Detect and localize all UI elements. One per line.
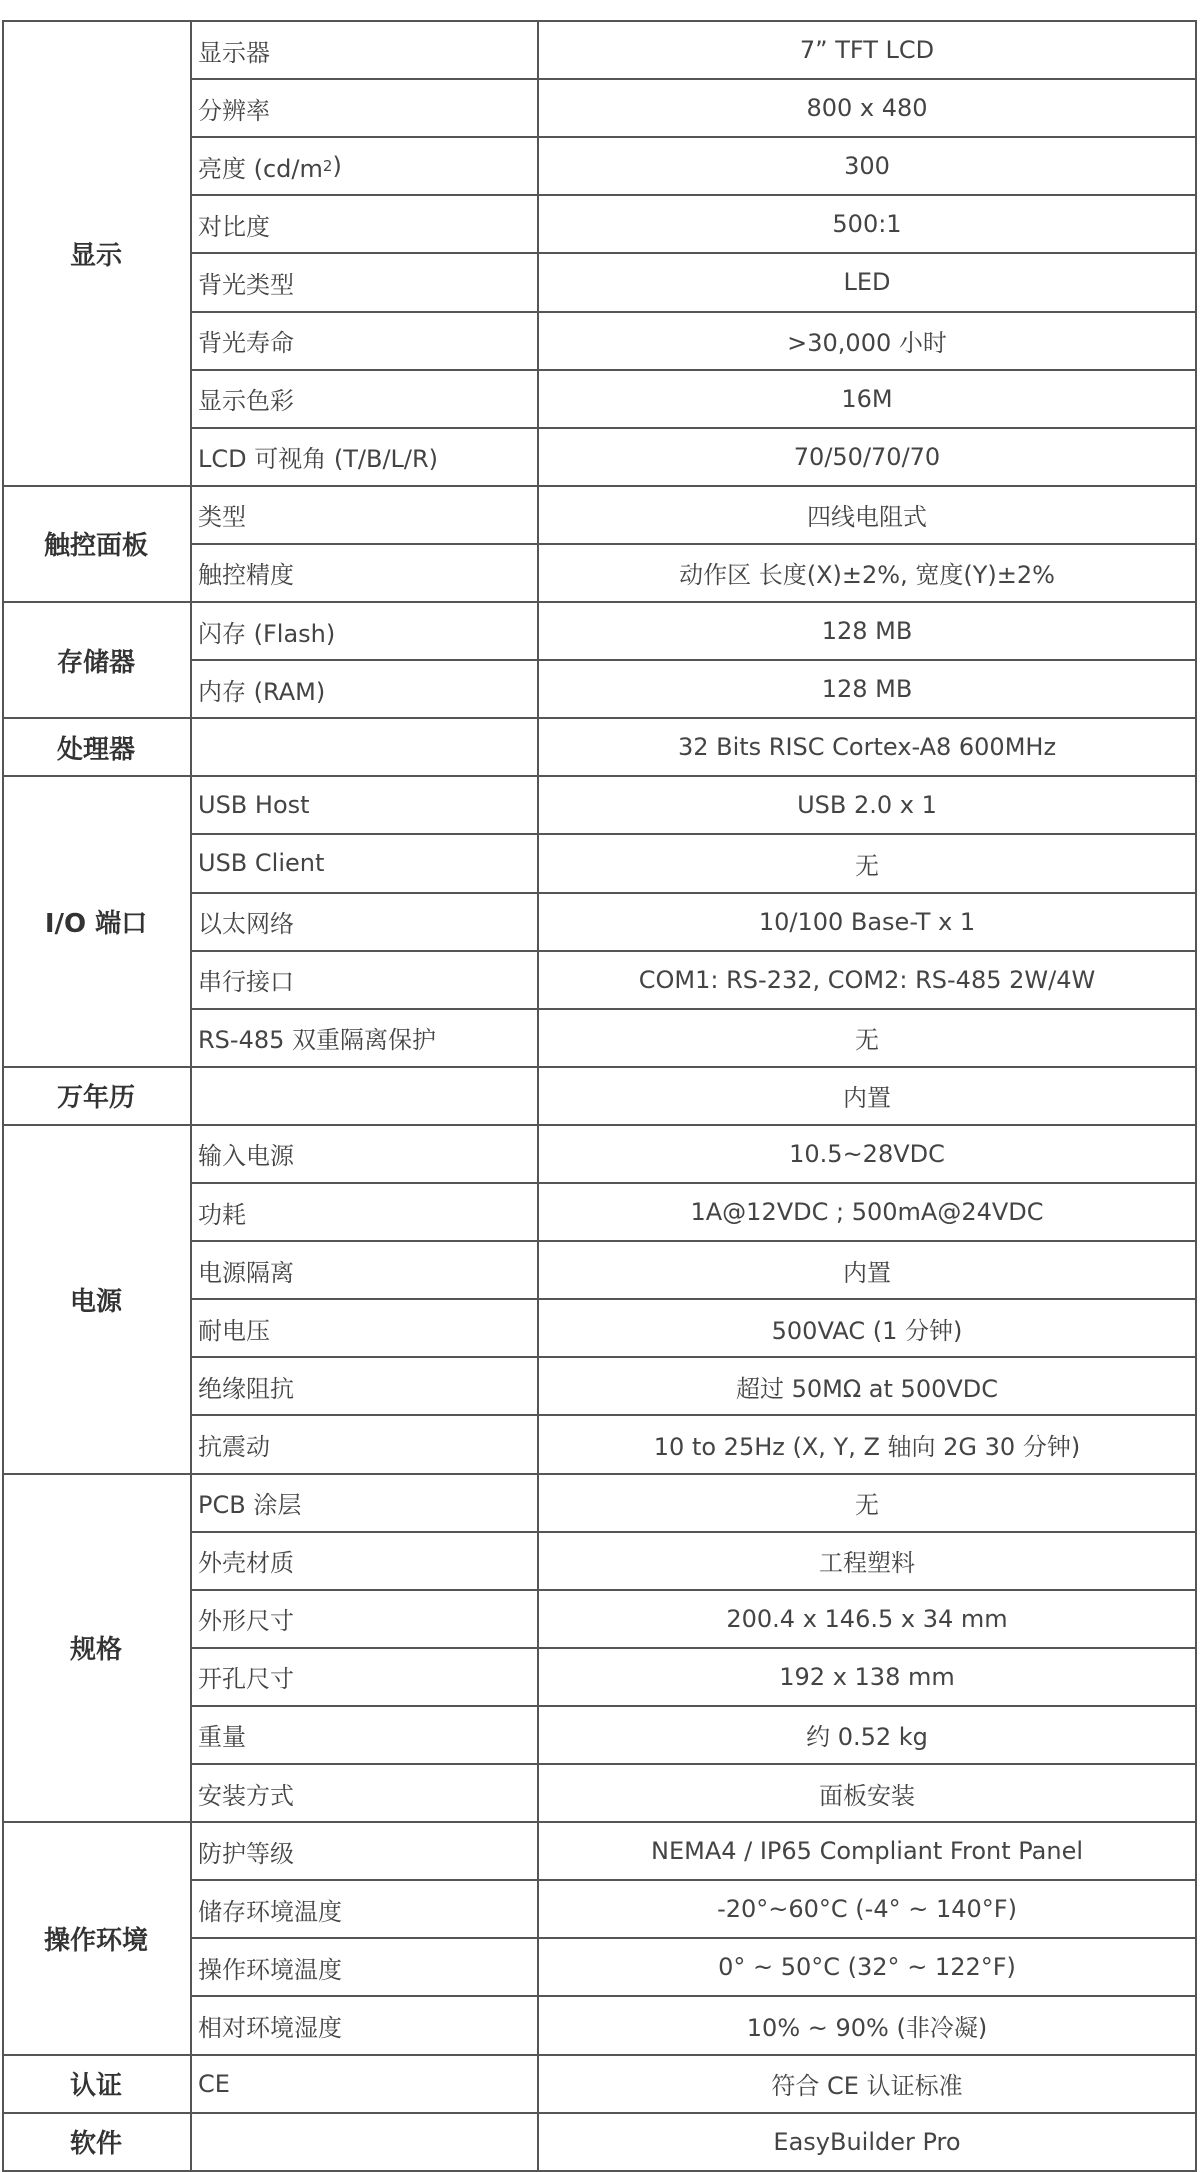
spec-item-label: 显示色彩 [198,387,294,416]
spec-item-label: USB Client [198,849,325,878]
row-divider [190,1589,1197,1591]
spec-item-label: 电源隔离 [198,1258,294,1287]
spec-item-label: 重量 [198,1723,246,1752]
column-divider [1195,20,1197,2171]
spec-value: 四线电阻式 [807,503,927,532]
group-divider [2,1066,1197,1068]
spec-table [2,21,1197,2167]
spec-value: 128 MB [821,675,913,704]
spec-item-label: 类型 [198,503,246,532]
spec-value: 1A@12VDC ; 500mA@24VDC [690,1198,1044,1227]
row-divider [190,1879,1197,1881]
spec-value: 0° ~ 50°C (32° ~ 122°F) [718,1953,1016,1982]
spec-item-label: 背光类型 [198,270,294,299]
spec-item-label: 以太网络 [198,910,294,939]
spec-item-label: 储存环境温度 [198,1897,342,1926]
row-divider [190,427,1197,429]
row-divider [190,1531,1197,1533]
spec-item-label: USB Host [198,791,310,820]
spec-item-label: 串行接口 [198,968,294,997]
spec-value: -20°~60°C (-4° ~ 140°F) [717,1895,1017,1924]
spec-value: 约 0.52 kg [806,1723,928,1752]
spec-value: LED [843,268,891,297]
spec-value: 32 Bits RISC Cortex-A8 600MHz [677,733,1057,762]
category-cell: 软件 [69,2129,122,2160]
spec-item-label: 抗震动 [198,1432,270,1461]
spec-value: 无 [855,851,879,880]
spec-item-label: RS-485 双重隔离保护 [198,1026,437,1055]
spec-item-label: LCD 可视角 (T/B/L/R) [198,445,439,474]
category-cell: 电源 [69,1286,122,1317]
spec-value: 10/100 Base-T x 1 [758,907,976,936]
spec-value: 超过 50MΩ at 500VDC [735,1374,999,1403]
group-divider [2,2054,1197,2056]
row-divider [190,1008,1197,1010]
spec-item-label: 输入电源 [198,1142,294,1171]
category-cell: 认证 [69,2071,122,2102]
spec-item-label: 操作环境温度 [198,1955,342,1984]
spec-value: 192 x 138 mm [779,1662,955,1691]
spec-item-text-suffix: ) [332,152,342,181]
spec-value: COM1: RS-232, COM2: RS-485 2W/4W [638,965,1096,994]
category-cell: 规格 [69,1635,122,1666]
group-divider [2,485,1197,487]
row-divider [190,950,1197,952]
row-divider [190,1763,1197,1765]
spec-value: 500VAC (1 分钟) [771,1316,963,1345]
spec-item-label: 外形尺寸 [198,1607,294,1636]
spec-item-label [190,2113,537,2171]
row-divider [190,1298,1197,1300]
row-divider [190,1705,1197,1707]
spec-item-label: 功耗 [198,1200,246,1229]
group-divider [2,775,1197,777]
spec-item-label: 闪存 (Flash) [198,619,336,648]
spec-item-label: 外壳材质 [198,1549,294,1578]
group-divider [2,601,1197,603]
row-divider [190,659,1197,661]
row-divider [190,892,1197,894]
spec-item-label: 分辨率 [198,96,270,125]
row-divider [190,311,1197,313]
group-divider [2,717,1197,719]
spec-item-label: 触控精度 [198,561,294,590]
spec-value: 10.5~28VDC [789,1139,945,1168]
row-divider [190,78,1197,80]
category-cell: 处理器 [56,734,135,765]
spec-item-label: 耐电压 [198,1316,270,1345]
spec-item-label: 亮度 (cd/m 2 ) [190,137,537,195]
spec-value: 动作区 长度(X)±2%, 宽度(Y)±2% [679,561,1055,590]
group-divider [2,1473,1197,1475]
spec-item-label: 背光寿命 [198,329,294,358]
spec-value: 无 [855,1491,879,1520]
group-divider [2,1124,1197,1126]
row-divider [190,1995,1197,1997]
spec-item-label [190,1067,537,1125]
spec-value: 300 [844,152,890,181]
spec-value: 16M [841,384,893,413]
spec-value: 500:1 [832,210,902,239]
spec-item-label: 内存 (RAM) [198,677,326,706]
category-cell: I/O 端口 [44,909,148,940]
spec-item-label: 开孔尺寸 [198,1665,294,1694]
row-divider [190,1647,1197,1649]
spec-value: 800 x 480 [806,94,928,123]
spec-item-text: 亮度 (cd/m [198,154,323,183]
spec-value: 10 to 25Hz (X, Y, Z 轴向 2G 30 分钟) [653,1432,1081,1461]
spec-value: 128 MB [821,617,913,646]
row-divider [190,194,1197,196]
table-bottom-border [2,2170,1197,2172]
spec-value: USB 2.0 x 1 [797,791,937,820]
column-divider [190,20,192,2171]
spec-value: 符合 CE 认证标准 [771,2072,963,2101]
spec-item-label: 安装方式 [198,1781,294,1810]
category-cell: 显示 [69,240,122,271]
spec-value: 10% ~ 90% (非冷凝) [746,2013,988,2042]
row-divider [190,833,1197,835]
group-divider [2,20,1197,22]
spec-item-label: PCB 涂层 [198,1491,302,1520]
spec-item-label: 防护等级 [198,1839,294,1868]
spec-value: 200.4 x 146.5 x 34 mm [726,1604,1008,1633]
category-cell: 万年历 [56,1083,135,1114]
spec-item-label: 绝缘阻抗 [198,1374,294,1403]
spec-value: 7” TFT LCD [799,36,935,65]
group-divider [2,2112,1197,2114]
spec-value: 内置 [843,1084,891,1113]
row-divider [190,252,1197,254]
spec-item-label: 对比度 [198,212,270,241]
spec-value: 工程塑料 [819,1549,915,1578]
row-divider [190,543,1197,545]
spec-value: NEMA4 / IP65 Compliant Front Panel [651,1837,1083,1866]
row-divider [190,136,1197,138]
category-cell: 操作环境 [43,1925,148,1956]
row-divider [190,1356,1197,1358]
spec-value: 内置 [843,1258,891,1287]
group-divider [2,1821,1197,1823]
row-divider [190,1414,1197,1416]
spec-item-label: 相对环境湿度 [198,2013,342,2042]
category-cell: 存储器 [56,647,135,678]
spec-value: 无 [855,1026,879,1055]
row-divider [190,369,1197,371]
spec-item-label [190,718,537,776]
row-divider [190,1240,1197,1242]
spec-value: 70/50/70/70 [793,442,941,471]
column-divider [537,20,539,2171]
spec-item-label: 显示器 [198,38,270,67]
spec-value: >30,000 小时 [787,329,947,358]
spec-value: EasyBuilder Pro [773,2127,961,2156]
spec-item-label: CE [198,2069,230,2098]
row-divider [190,1182,1197,1184]
row-divider [190,1937,1197,1939]
category-cell: 触控面板 [43,531,148,562]
spec-value: 面板安装 [819,1781,915,1810]
column-divider [2,20,4,2171]
